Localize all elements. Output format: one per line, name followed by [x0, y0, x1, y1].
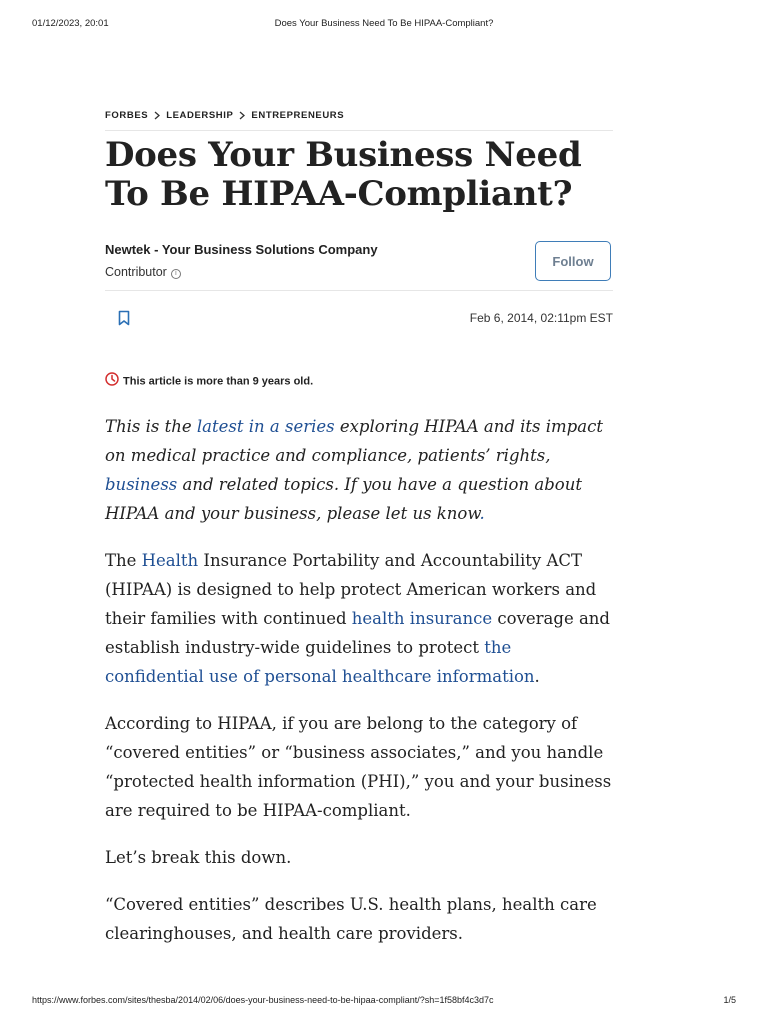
text-span: This is the: [105, 417, 197, 436]
latest-in-series-link[interactable]: latest in a series: [196, 417, 335, 436]
health-insurance-link[interactable]: health insurance: [351, 609, 493, 628]
author-name[interactable]: Newtek - Your Business Solutions Company: [105, 242, 378, 257]
print-url: https://www.forbes.com/sites/thesba/2014/02/06/does-your-business-need-to-be-hipaa-compliant/?sh=1f58bf4c3d7c: [32, 995, 494, 1005]
author-role: [105, 265, 181, 280]
text-span: coverage and establish industry-wide guidelines to protect: [105, 609, 610, 657]
body-paragraph: Let’s break this down.: [105, 848, 292, 867]
author-role-label: Contributor: [105, 265, 167, 279]
print-footer: [32, 995, 736, 1009]
info-icon[interactable]: i: [171, 269, 181, 279]
age-notice-text: This article is more than 9 years old.: [123, 375, 314, 388]
body-paragraph: According to HIPAA, if you are belong to the category of “covered entities” or “business associates,” and you handle “protected health information (PHI),” you and your business are required to be HIPAA-compliant.: [105, 714, 612, 820]
text-span: The: [105, 551, 142, 570]
intro-paragraph: [105, 412, 615, 528]
print-date: 01/12/2023, 20:01: [32, 18, 109, 29]
divider: [105, 290, 613, 291]
breadcrumb-entrepreneurs[interactable]: ENTREPRENEURS: [251, 110, 345, 121]
health-link[interactable]: Health: [141, 551, 199, 570]
article-body: [105, 412, 615, 966]
chevron-right-icon: [239, 111, 245, 123]
print-header: [32, 18, 736, 32]
text-span: and related topics. If you have a question about HIPAA and your business, please let us know: [105, 475, 582, 523]
follow-button[interactable]: Follow: [535, 241, 611, 281]
confidential-use-link[interactable]: the confidential use of personal healthcare information: [105, 638, 535, 686]
text-span: Insurance Portability and Accountability ACT (HIPAA) is designed to help protect American workers and their families with continued: [105, 551, 597, 628]
bookmark-icon[interactable]: [118, 310, 130, 326]
clock-icon: [105, 372, 119, 389]
article-age-notice: [105, 373, 313, 390]
text-span: exploring HIPAA and its impact on medical practice and compliance, patients’ rights,: [105, 417, 603, 465]
let-us-know-link[interactable]: .: [479, 504, 485, 523]
breadcrumb: [105, 110, 613, 131]
print-page-title: Does Your Business Need To Be HIPAA-Compliant?: [274, 18, 494, 29]
business-link[interactable]: business: [105, 475, 178, 494]
print-page-number: 1/5: [723, 995, 736, 1005]
article-headline: Does Your Business Need To Be HIPAA-Compliant?: [105, 135, 582, 214]
body-paragraph: [105, 546, 615, 691]
text-span: .: [534, 667, 540, 686]
breadcrumb-forbes[interactable]: FORBES: [105, 110, 149, 121]
breadcrumb-leadership[interactable]: LEADERSHIP: [166, 110, 234, 121]
publish-date: Feb 6, 2014, 02:11pm EST: [469, 311, 613, 325]
chevron-right-icon: [154, 111, 160, 123]
body-paragraph: “Covered entities” describes U.S. health plans, health care clearinghouses, and health care providers.: [105, 895, 597, 943]
